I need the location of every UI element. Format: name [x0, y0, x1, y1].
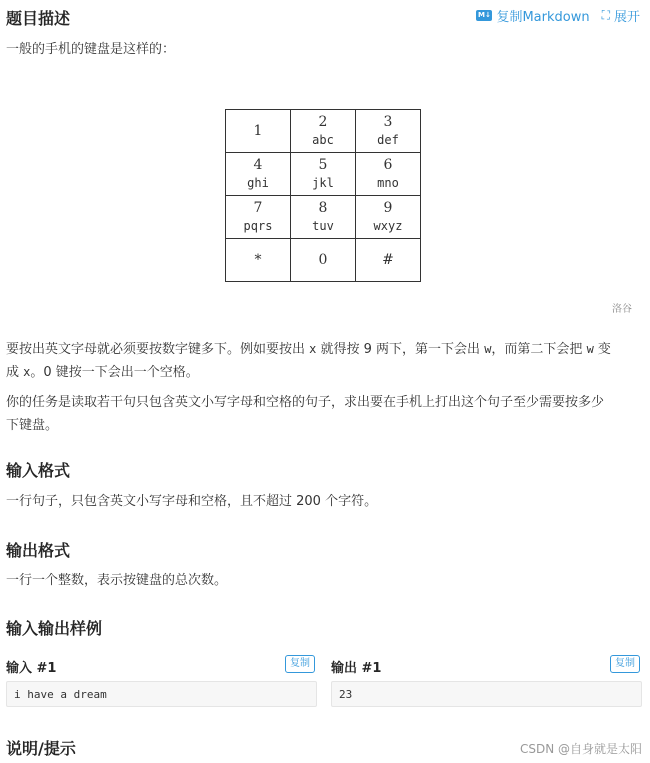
description-paragraph-2: 你的任务是读取若干句只包含英文小写字母和空格的句子，求出要在手机上打出这个句子至少需要按多少 下键盘。	[6, 395, 605, 433]
keypad-row	[226, 239, 421, 282]
copy-output-button[interactable]: 复制	[610, 655, 640, 673]
keypad-key: 2 abc	[291, 110, 356, 153]
section-title-input-format: 输入格式	[6, 461, 71, 480]
keypad-key: 6 mno	[356, 153, 421, 196]
expand-icon: ⛶	[601, 8, 610, 22]
keypad-key: *	[226, 239, 291, 282]
sample-input-box[interactable]: i have a dream	[6, 681, 317, 707]
copy-input-button[interactable]: 复制	[285, 655, 315, 673]
section-title-samples: 输入输出样例	[6, 619, 103, 638]
inline-code: x	[309, 342, 317, 356]
copy-markdown-label: 复制Markdown	[496, 10, 590, 25]
keypad-key: 4 ghi	[226, 153, 291, 196]
keypad-key: 9 wxyz	[356, 196, 421, 239]
sample-output-box[interactable]: 23	[331, 681, 642, 707]
keypad-row	[226, 110, 421, 153]
intro-text: 一般的手机的键盘是这样的：	[6, 42, 176, 57]
keypad-row	[226, 153, 421, 196]
keypad-key: #	[356, 239, 421, 282]
inline-code: w	[586, 342, 594, 356]
keypad-key: 7 pqrs	[226, 196, 291, 239]
keypad-key: 8 tuv	[291, 196, 356, 239]
keypad-key: 0	[291, 239, 356, 282]
section-title-hint: 说明/提示	[6, 739, 76, 758]
sample-output-label: 输出 #1	[331, 661, 382, 676]
input-format-text: 一行句子，只包含英文小写字母和空格，且不超过 200 个字符。	[6, 494, 378, 509]
expand-label: 展开	[613, 10, 640, 25]
output-format-text: 一行一个整数，表示按键盘的总次数。	[6, 573, 228, 588]
watermark: CSDN @自身就是太阳	[519, 742, 642, 756]
expand-button[interactable]	[602, 6, 640, 25]
markdown-icon: M↓	[478, 11, 491, 19]
keypad-key: 1	[226, 110, 291, 153]
keypad-key: 3 def	[356, 110, 421, 153]
keypad-row	[226, 196, 421, 239]
image-credit: 洛谷	[612, 304, 632, 315]
keypad-key: 5 jkl	[291, 153, 356, 196]
description-paragraph-1: 要按出英文字母就必须要按数字键多下。例如要按出 x 就得按 9 两下，第一下会出 w，而第二下会把 w 变 成 x。0 键按一下会出一个空格。	[6, 342, 611, 380]
inline-code: w	[484, 342, 492, 356]
section-title-description: 题目描述	[6, 9, 71, 28]
keypad-image	[225, 109, 421, 282]
section-title-output-format: 输出格式	[6, 541, 71, 560]
sample-input-label: 输入 #1	[6, 661, 57, 676]
copy-markdown-button[interactable]	[476, 6, 589, 25]
inline-code: x	[23, 365, 31, 379]
toolbar	[476, 6, 640, 25]
